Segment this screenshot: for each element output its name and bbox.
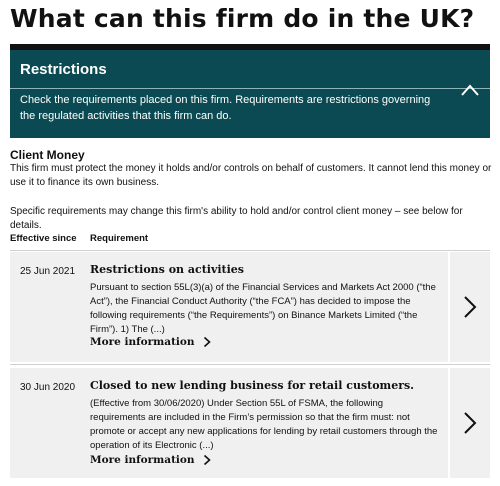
chevron-up-icon[interactable] <box>460 82 480 96</box>
panel-divider <box>10 88 490 89</box>
row-arrow-button[interactable] <box>448 368 490 478</box>
requirement-summary: Pursuant to section 55L(3)(a) of the Financial Services and Markets Act 2000 (“the Act”), the Financial Conduct Authority (“the FCA”) has decided to impose the following requirements (“the Requirements”) on Binance Markets Limited (“the Firm”). 1) The (...) <box>90 282 436 335</box>
row-arrow-button[interactable] <box>448 252 490 362</box>
column-header-requirement: Requirement <box>90 233 149 244</box>
chevron-right-icon <box>463 411 477 435</box>
client-money-description: This firm must protect the money it holds and/or controls on behalf of customers. It cannot lend this money or use it to finance its own business. <box>10 163 492 188</box>
client-money-heading: Client Money <box>10 148 85 162</box>
requirement-title: Restrictions on activities <box>90 263 244 276</box>
more-information-link[interactable] <box>90 336 211 348</box>
effective-date: 30 Jun 2020 <box>20 382 76 393</box>
chevron-right-icon <box>203 336 211 348</box>
restrictions-panel-title: Restrictions <box>20 61 107 78</box>
header-divider <box>10 250 490 251</box>
chevron-right-icon <box>203 454 211 466</box>
more-information-label: More information <box>90 336 195 348</box>
restrictions-panel-description: Check the requirements placed on this firm. Requirements are restrictions governing the regulated activities that this firm can do. <box>20 94 431 122</box>
more-information-label: More information <box>90 454 195 466</box>
chevron-right-icon <box>463 295 477 319</box>
requirement-title: Closed to new lending business for retail customers. <box>90 379 415 392</box>
requirement-summary: (Effective from 30/06/2020) Under Section 55L of FSMA, the following requirements are included in the Firm’s permission so that the firm must: not promote or accept any new applications for lending by retail customers through the operation of its Electronic (...) <box>90 398 438 451</box>
requirement-row[interactable] <box>10 252 490 362</box>
effective-date: 25 Jun 2021 <box>20 266 76 277</box>
more-information-link[interactable] <box>90 454 211 466</box>
client-money-note: Specific requirements may change this firm's ability to hold and/or control client money – see below for details. <box>10 206 463 231</box>
row-divider <box>10 364 490 365</box>
column-header-effective-since: Effective since <box>10 233 77 244</box>
restrictions-panel <box>10 50 490 138</box>
requirement-row[interactable] <box>10 368 490 478</box>
page-title: What can this firm do in the UK? <box>10 4 475 33</box>
